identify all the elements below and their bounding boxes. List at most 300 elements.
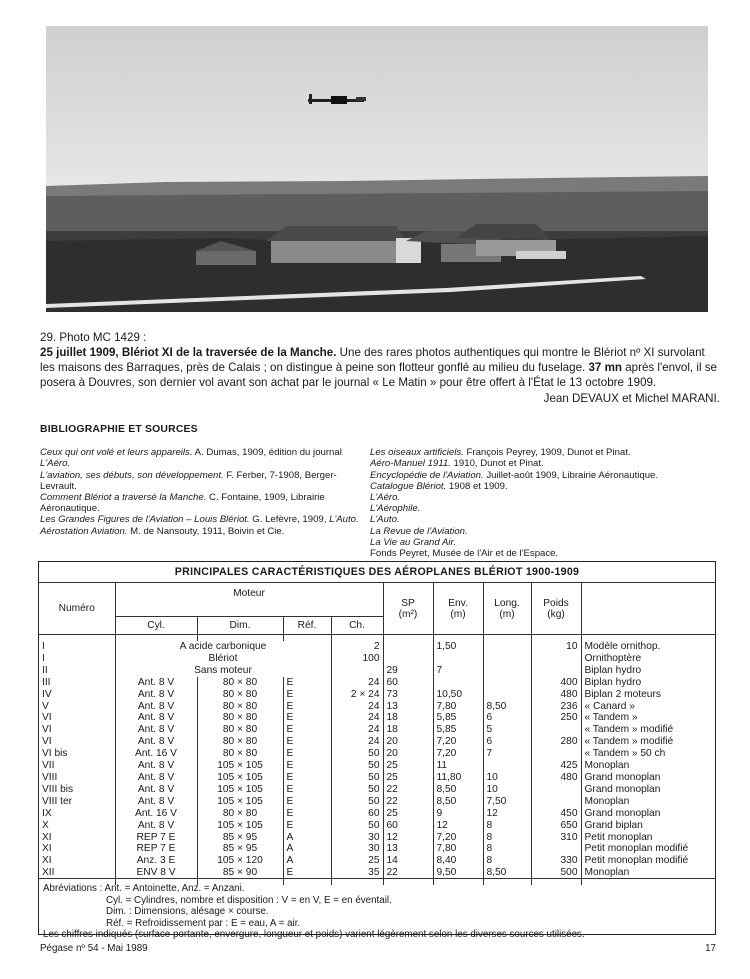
table-row (39, 808, 715, 820)
cell-long: 8 (483, 855, 531, 867)
cell-description: Ornithoptère (581, 653, 715, 665)
abbreviation-line: Cyl. = Cylindres, nombre et disposition : V = en V, E = en éventail. (106, 894, 392, 906)
cell-numero: I (42, 652, 45, 664)
cell-dim: 80 × 80 (197, 808, 283, 820)
cell-long: 8,50 (483, 867, 531, 879)
cell-description: Grand monoplan (581, 772, 715, 784)
bibliography-entry (370, 470, 716, 481)
cell-description: Grand monoplan (581, 784, 715, 796)
bibliography-list-left (40, 447, 360, 537)
cell-env: 7 (433, 665, 483, 677)
cell-ref: E (283, 689, 331, 701)
cell-cyl: Anz. 3 E (115, 855, 197, 867)
cell-dim: 105 × 105 (197, 784, 283, 796)
cell-ref: E (283, 796, 331, 808)
cell-sp: 22 (383, 796, 433, 808)
cell-poids: 250 (531, 712, 581, 724)
cell-sp: 18 (383, 724, 433, 736)
cell-poids (531, 665, 581, 677)
cell-numero: VII (42, 760, 55, 772)
cell-env: 9 (433, 808, 483, 820)
cell-cyl: Ant. 16 V (115, 748, 197, 760)
cell-description: Biplan hydro (581, 677, 715, 689)
table-note: Les chiffres indiqués (surface portante, envergure, longueur et poids) varient légèrement selon les diverses sources utilisées. (43, 929, 585, 941)
header-cyl: Cyl. (115, 617, 197, 635)
cell-env: 1,50 (433, 641, 483, 653)
cell-ch: 24 (331, 677, 383, 689)
header-env-unit: (m) (450, 608, 466, 620)
bibliography-left-column (40, 424, 360, 537)
cell-dim: 80 × 80 (197, 712, 283, 724)
cell-env (433, 677, 483, 689)
cell-numero: XI (42, 843, 52, 855)
bibliography-title: L'Auto. (329, 514, 359, 526)
caption-body-1: Une des rares photos authentiques qui montre le Blériot nº XI survolant les maisons des Barraques, près de Calais ; on distingue à peine son flotteur gonflé au milieu du fuselage. (40, 346, 705, 374)
cell-sp: 29 (383, 665, 433, 677)
cell-sp: 25 (383, 808, 433, 820)
cell-ref: E (283, 772, 331, 784)
cell-poids: 400 (531, 677, 581, 689)
cell-ref: E (283, 712, 331, 724)
bibliography-entry (40, 470, 360, 492)
cell-env: 12 (433, 820, 483, 832)
bibliography-details: Fonds Peyret, Musée de l'Air et de l'Espace. (370, 548, 559, 560)
photo-bleriot-over-barraques (46, 26, 708, 312)
bibliography-title: La Revue de l'Aviation. (370, 525, 468, 537)
cell-poids (531, 843, 581, 855)
cell-sp: 25 (383, 772, 433, 784)
cell-poids (531, 796, 581, 808)
cell-ch: 50 (331, 748, 383, 760)
cell-description: Petit monoplan (581, 832, 715, 844)
cell-cyl: Ant. 8 V (115, 772, 197, 784)
bibliography-entry (370, 548, 716, 559)
cell-sp: 60 (383, 677, 433, 689)
table-row (39, 665, 715, 677)
cell-sp: 18 (383, 712, 433, 724)
cell-ref: E (283, 701, 331, 713)
cell-numero: X (42, 819, 49, 831)
header-dim: Dim. (197, 617, 283, 635)
bibliography-entry (40, 514, 360, 525)
header-ch: Ch. (331, 617, 383, 635)
cell-poids (531, 748, 581, 760)
cell-numero: XI (42, 831, 52, 843)
cell-long: 6 (483, 712, 531, 724)
cell-env: 11,80 (433, 772, 483, 784)
table-row (39, 736, 715, 748)
abbreviations-block (39, 878, 715, 941)
bibliography-details: François Peyrey, 1909, Dunot et Pinat. (463, 447, 631, 459)
page-footer (40, 943, 716, 954)
bibliography-details: 1910, Dunot et Pinat. (450, 458, 544, 470)
cell-poids: 650 (531, 820, 581, 832)
table-title: PRINCIPALES CARACTÉRISTIQUES DES AÉROPLANES BLÉRIOT 1900-1909 (39, 562, 715, 583)
bibliography-title: Les oiseaux artificiels. (370, 447, 464, 459)
cell-env: 9,50 (433, 867, 483, 879)
bibliography-title: La Vie au Grand Air. (370, 536, 457, 548)
bibliography-details: C. Fontaine, 1909, Librairie Aéronautique. (40, 492, 325, 515)
table-row (39, 641, 715, 653)
bibliography-title: Comment Blériot a traversé la Manche. (40, 492, 207, 504)
cell-poids (531, 784, 581, 796)
cell-ch: 24 (331, 736, 383, 748)
cell-numero: IV (42, 688, 52, 700)
header-numero: Numéro (39, 583, 115, 635)
cell-numero: IX (42, 807, 52, 819)
cell-cyl: Ant. 8 V (115, 796, 197, 808)
cell-dim: 80 × 80 (197, 689, 283, 701)
bibliography-entry (370, 537, 716, 548)
cell-ch: 25 (331, 855, 383, 867)
bibliography-entry (40, 492, 360, 514)
cell-cyl: REP 7 E (115, 843, 197, 855)
cell-long (483, 677, 531, 689)
table-row (39, 796, 715, 808)
cell-numero: VIII ter (42, 795, 73, 807)
cell-numero: II (42, 664, 48, 676)
cell-dim: 80 × 80 (197, 748, 283, 760)
cell-env: 5,85 (433, 724, 483, 736)
caption-text (40, 345, 720, 390)
page-number: 17 (705, 943, 716, 954)
cell-ref: E (283, 784, 331, 796)
table-row (39, 820, 715, 832)
cell-poids: 330 (531, 855, 581, 867)
bibliography-title: Catalogue Blériot. (370, 480, 447, 492)
cell-sp (383, 653, 433, 665)
bibliography-details: G. Lefèvre, 1909, (249, 514, 330, 526)
bibliography-title: Aérostation Aviation. (40, 525, 128, 537)
cell-long (483, 653, 531, 665)
header-moteur: Moteur (115, 583, 383, 617)
table-row (39, 772, 715, 784)
bibliography-entry (370, 514, 716, 525)
cell-sp: 12 (383, 832, 433, 844)
cell-description: Petit monoplan modifié (581, 855, 715, 867)
cell-numero: VI (42, 736, 52, 748)
bibliography-title: Aéro-Manuel 1911. (370, 458, 451, 470)
cell-description: « Tandem » modifié (581, 724, 715, 736)
abbreviation-line: Réf. = Refroidissement par : E = eau, A = air. (106, 917, 301, 929)
bibliography-entry (370, 503, 716, 514)
bibliography-entry (40, 526, 360, 537)
cell-long (483, 641, 531, 653)
cell-env: 7,80 (433, 701, 483, 713)
cell-description: « Tandem » 50 ch (581, 748, 715, 760)
cell-ref: A (283, 832, 331, 844)
cell-numero: VIII bis (42, 783, 74, 795)
cell-env (433, 653, 483, 665)
cell-numero: XII (42, 867, 55, 879)
bibliography-title: Ceux qui ont volé et leurs appareils. (40, 447, 193, 459)
header-long-label: Long. (494, 597, 520, 609)
cell-poids: 425 (531, 760, 581, 772)
cell-ch: 30 (331, 832, 383, 844)
characteristics-table (39, 562, 715, 885)
cell-dim: 105 × 105 (197, 772, 283, 784)
cell-numero: V (42, 700, 49, 712)
cell-ref: E (283, 748, 331, 760)
cell-ch: 50 (331, 796, 383, 808)
cell-dim: 80 × 80 (197, 677, 283, 689)
abbreviation-line: Dim. : Dimensions, alésage × course. (106, 906, 269, 918)
cell-long (483, 689, 531, 701)
cell-env: 7,20 (433, 832, 483, 844)
cell-sp: 20 (383, 736, 433, 748)
bibliography-entry (370, 492, 716, 503)
cell-numero: III (42, 676, 51, 688)
bibliography-list-right (370, 447, 716, 559)
cell-ch: 30 (331, 843, 383, 855)
cell-sp: 60 (383, 820, 433, 832)
cell-ref: A (283, 843, 331, 855)
cell-ch: 35 (331, 867, 383, 879)
table-row (39, 653, 715, 665)
cell-cyl: Ant. 8 V (115, 712, 197, 724)
cell-sp: 22 (383, 784, 433, 796)
cell-poids: 450 (531, 808, 581, 820)
cell-long: 8,50 (483, 701, 531, 713)
cell-env: 5,85 (433, 712, 483, 724)
cell-long: 8 (483, 843, 531, 855)
caption-authors: Jean DEVAUX et Michel MARANI. (543, 392, 720, 405)
cell-cyl: Ant. 8 V (115, 760, 197, 772)
cell-numero: VI (42, 712, 52, 724)
cell-env: 10,50 (433, 689, 483, 701)
table-row (39, 701, 715, 713)
cell-numero: I (42, 641, 45, 652)
cell-ch: 2 (331, 641, 383, 653)
cell-ch (331, 665, 383, 677)
cell-poids: 500 (531, 867, 581, 879)
cell-cyl: Ant. 8 V (115, 820, 197, 832)
cell-description: « Tandem » (581, 712, 715, 724)
cell-ref: E (283, 677, 331, 689)
header-poids-unit: (kg) (547, 608, 565, 620)
header-sp-label: SP (401, 597, 415, 609)
bibliography-details: Juillet-août 1909, Librairie Aéronautique. (483, 469, 659, 481)
table-row (39, 748, 715, 760)
cell-env: 7,20 (433, 748, 483, 760)
cell-description: Grand biplan (581, 820, 715, 832)
header-env (433, 583, 483, 635)
cell-long: 7,50 (483, 796, 531, 808)
cell-ref: E (283, 724, 331, 736)
bibliography-right-column (370, 424, 716, 559)
cell-ref: E (283, 867, 331, 879)
cell-cyl: Ant. 8 V (115, 677, 197, 689)
cell-cyl: Ant. 8 V (115, 784, 197, 796)
cell-description: Modèle ornithop. (581, 641, 715, 653)
cell-description: Grand monoplan (581, 808, 715, 820)
abbreviation-line: Abréviations : Ant. = Antoinette, Anz. = Anzani. (43, 883, 245, 894)
header-ref: Réf. (283, 617, 331, 635)
table-row (39, 843, 715, 855)
cell-ch: 50 (331, 760, 383, 772)
bibliography-details: 1908 et 1909. (446, 480, 508, 492)
header-env-label: Env. (448, 597, 468, 609)
cell-description: Monoplan (581, 760, 715, 772)
cell-ch: 50 (331, 784, 383, 796)
cell-dim: 105 × 105 (197, 796, 283, 808)
header-sp-unit: (m²) (398, 608, 418, 620)
header-poids (531, 583, 581, 635)
cell-dim: 105 × 105 (197, 820, 283, 832)
cell-dim: 85 × 95 (197, 832, 283, 844)
cell-dim: 80 × 80 (197, 736, 283, 748)
cell-long (483, 760, 531, 772)
bibliography-title: L'Aéro. (370, 492, 401, 504)
cell-numero: VIII (42, 771, 58, 783)
cell-long: 10 (483, 784, 531, 796)
bibliography-title: Encyclopédie de l'Aviation. (370, 469, 484, 481)
cell-ch: 100 (331, 653, 383, 665)
cell-ch: 50 (331, 772, 383, 784)
table-row (39, 712, 715, 724)
cell-sp (383, 641, 433, 653)
cell-long: 10 (483, 772, 531, 784)
cell-long: 7 (483, 748, 531, 760)
bibliography-entry (370, 526, 716, 537)
cell-long: 8 (483, 820, 531, 832)
bibliography-title: L'Aéro. (40, 458, 71, 470)
cell-poids: 480 (531, 689, 581, 701)
cell-poids: 280 (531, 736, 581, 748)
table-row (39, 832, 715, 844)
bibliography-heading: BIBLIOGRAPHIE ET SOURCES (40, 424, 198, 435)
cell-cyl: Ant. 8 V (115, 724, 197, 736)
publication-info: Pégase nº 54 - Mai 1989 (40, 943, 148, 954)
header-sp (383, 583, 433, 635)
cell-cyl: ENV 8 V (115, 867, 197, 879)
cell-dim: 85 × 90 (197, 867, 283, 879)
table-row (39, 689, 715, 701)
cell-cyl: Ant. 8 V (115, 736, 197, 748)
cell-long: 12 (483, 808, 531, 820)
cell-sp: 13 (383, 701, 433, 713)
photo-reference: 29. Photo MC 1429 : (40, 331, 147, 344)
photo-caption (40, 330, 720, 406)
cell-sp: 22 (383, 867, 433, 879)
cell-ch: 24 (331, 701, 383, 713)
cell-dim: 105 × 120 (197, 855, 283, 867)
cell-moteur: Blériot (115, 653, 331, 665)
header-long-unit: (m) (499, 608, 515, 620)
cell-long (483, 665, 531, 677)
cell-env: 7,20 (433, 736, 483, 748)
cell-poids: 10 (531, 641, 581, 653)
cell-dim: 85 × 95 (197, 843, 283, 855)
bibliography-entry (370, 481, 716, 492)
bibliography-entry (370, 458, 716, 469)
cell-sp: 20 (383, 748, 433, 760)
cell-ch: 60 (331, 808, 383, 820)
bibliography-details: A. Dumas, 1909, édition du journal (192, 447, 342, 459)
bibliography-details: M. de Nansouty, 1911, Boivin et Cie. (127, 525, 285, 537)
historic-photo (46, 26, 708, 312)
cell-cyl: Ant. 8 V (115, 689, 197, 701)
cell-poids (531, 724, 581, 736)
cell-description: Biplan 2 moteurs (581, 689, 715, 701)
cell-cyl: Ant. 16 V (115, 808, 197, 820)
cell-sp: 13 (383, 843, 433, 855)
cell-numero: VI bis (42, 748, 68, 760)
table-row (39, 677, 715, 689)
cell-env: 11 (433, 760, 483, 772)
cell-ch: 24 (331, 724, 383, 736)
cell-moteur: A acide carbonique (115, 641, 331, 653)
cell-ch: 24 (331, 712, 383, 724)
cell-long: 8 (483, 832, 531, 844)
header-poids-label: Poids (543, 597, 569, 609)
cell-numero: XI (42, 855, 52, 867)
bibliography-details: F. Ferber, 7-1908, Berger-Levrault. (40, 469, 337, 492)
cell-dim: 80 × 80 (197, 701, 283, 713)
cell-ch: 50 (331, 820, 383, 832)
cell-description: « Tandem » modifié (581, 736, 715, 748)
cell-env: 8,50 (433, 784, 483, 796)
cell-numero: VI (42, 724, 52, 736)
cell-ref: E (283, 760, 331, 772)
cell-poids: 236 (531, 701, 581, 713)
cell-description: « Canard » (581, 701, 715, 713)
cell-env: 8,40 (433, 855, 483, 867)
cell-poids: 480 (531, 772, 581, 784)
cell-dim: 105 × 105 (197, 760, 283, 772)
bibliography-title: L'Auto. (370, 514, 400, 526)
cell-ref: E (283, 736, 331, 748)
cell-env: 8,50 (433, 796, 483, 808)
bibliography-title: L'aviation, ses débuts, son développement. (40, 469, 224, 481)
header-long (483, 583, 531, 635)
bibliography-title: Les Grandes Figures de l'Aviation – Louis Blériot. (40, 514, 250, 526)
cell-ref: E (283, 808, 331, 820)
cell-cyl: Ant. 8 V (115, 701, 197, 713)
table-row (39, 784, 715, 796)
caption-bold-2: 37 mn (585, 361, 622, 374)
cell-long: 5 (483, 724, 531, 736)
table-row (39, 855, 715, 867)
cell-description: Petit monoplan modifié (581, 843, 715, 855)
characteristics-table-box (38, 561, 716, 941)
cell-sp: 73 (383, 689, 433, 701)
bibliography-entry (40, 447, 360, 469)
cell-poids (531, 653, 581, 665)
cell-env: 7,80 (433, 843, 483, 855)
header-description (581, 583, 715, 635)
table-row (39, 724, 715, 736)
cell-cyl: REP 7 E (115, 832, 197, 844)
cell-poids: 310 (531, 832, 581, 844)
table-body (39, 635, 715, 886)
cell-long: 6 (483, 736, 531, 748)
cell-dim: 80 × 80 (197, 724, 283, 736)
caption-headline: 25 juillet 1909, Blériot XI de la traversée de la Manche. (40, 346, 337, 359)
cell-ch: 2 × 24 (331, 689, 383, 701)
cell-description: Monoplan (581, 867, 715, 879)
bibliography-title: L'Aérophile. (370, 503, 421, 515)
cell-ref: A (283, 855, 331, 867)
cell-sp: 25 (383, 760, 433, 772)
cell-moteur: Sans moteur (115, 665, 331, 677)
cell-sp: 14 (383, 855, 433, 867)
bibliography-entry (370, 447, 716, 458)
cell-description: Biplan hydro (581, 665, 715, 677)
table-row (39, 760, 715, 772)
cell-description: Monoplan (581, 796, 715, 808)
caption-body-2: après l'envol, il se posera à Douvres, son dernier vol avant son achat par le journal « Le Matin » pour être offert à l'État le 13 octobre 1909. (40, 361, 717, 389)
